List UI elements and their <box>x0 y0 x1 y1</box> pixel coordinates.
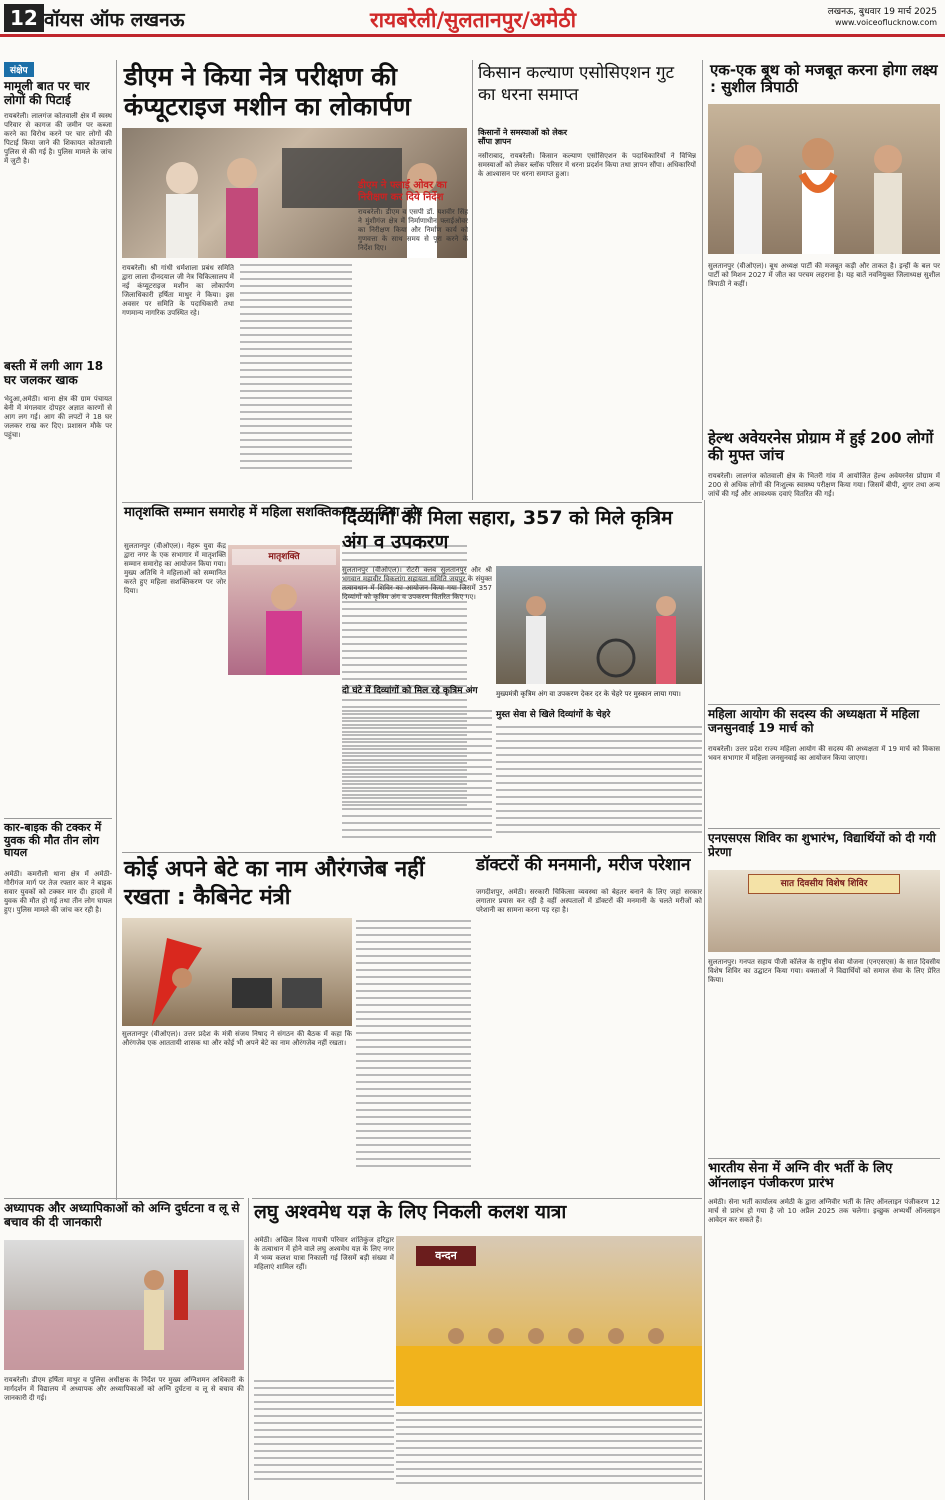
divider <box>4 1198 244 1199</box>
story-divyang-text-lines <box>342 710 492 850</box>
region-title: रायबरेली/सुलतानपुर/अमेठी <box>370 8 577 32</box>
photo-booth-meeting <box>708 104 940 254</box>
story-eye-sub-body: रायबरेली। डीएम व एसपी डॉ. यशवीर सिंह ने मुंशीगंज क्षेत्र में निर्माणाधीन फ्लाईओवर का निरीक्षण किया और निर्माण कार्य को गुणवत्ता के साथ समय से पूरा करने के निर्देश दिए। <box>358 208 468 252</box>
story-agni-headline: भारतीय सेना में अग्नि वीर भर्ती के लिए ऑनलाइन पंजीकरण प्रारंभ <box>708 1161 893 1191</box>
divider <box>122 852 702 853</box>
story-kisan-body: नसीराबाद, रायबरेली। किसान कल्याण एसोसिएशन के पदाधिकारियों ने विभिन्न समस्याओं को लेकर ब्लॉक परिसर में धरना प्रदर्शन किया तथा ज्ञापन सौंपा। अधिकारियों के आश्वासन पर धरना समाप्त हुआ। <box>478 152 696 178</box>
story-eye-headline: डीएम ने किया नेत्र परीक्षण की कंप्यूटराइज मशीन का लोकार्पण <box>124 62 411 121</box>
story-teachers-body: रायबरेली। डीएम हर्षिता माथुर व पुलिस अधीक्षक के निर्देश पर मुख्य अग्निशमन अधिकारी के मार्गदर्शन में विद्यालय में अध्यापक और अध्यापिकाओं को अग्नि दुर्घटना व लू से बचाव की जानकारी दी गई। <box>4 1376 244 1402</box>
photo-matru <box>228 545 340 675</box>
story-agni-body: अमेठी। सेना भर्ती कार्यालय अमेठी के द्वारा अग्निवीर भर्ती के लिए ऑनलाइन पंजीकरण 12 मार्च से प्रारंभ हो गया है जो 10 अप्रैल 2025 तक चलेगा। इच्छुक अभ्यर्थी ऑनलाइन आवेदन कर सकते हैं। <box>708 1198 940 1224</box>
story-nss-body: सुलतानपुर। गनपत सहाय पीजी कॉलेज के राष्ट्रीय सेवा योजना (एनएसएस) के सात दिवसीय विशेष शिविर का उद्घाटन किया गया। वक्ताओं ने विद्यार्थियों को समाज सेवा के लिए प्रेरित किया। <box>708 958 940 984</box>
brief-tag: संक्षेप <box>4 62 34 77</box>
story-aurangzeb-headline: कोई अपने बेटे का नाम औरंगजेब नहीं रखता : कैबिनेट मंत्री <box>124 857 425 910</box>
brief-body-2: भेदुआ,अमेठी। थाना क्षेत्र की ग्राम पंचायत बेनी में मंगलवार दोपहर अज्ञात कारणों से आग लग गई। आग की लपटों ने 18 घर जलकर राख कर दिए। प्रशासन मौके पर पहुंचा। <box>4 395 112 439</box>
story-eye-text-lines <box>240 264 352 500</box>
story-doctors-body: जगदीशपुर, अमेठी। सरकारी चिकित्सा व्यवस्था को बेहतर बनाने के लिए जहां सरकार लगातार प्रयास कर रही है वहीं अस्पतालों में डॉक्टरों की मनमानी के चलते मरीजों को परेशानी का सामना करना पड़ रहा है। <box>476 888 702 914</box>
kalash-shop-sign: वन्दन <box>416 1246 476 1266</box>
story-divyang-caption: मुख्यमंत्री कृत्रिम अंग वा उपकरण देकर दर के चेहरे पर मुस्कान लाया गया। <box>496 690 681 698</box>
masthead: वॉयस ऑफ लखनऊ <box>44 9 185 31</box>
brief-body-1: रायबरेली। लालगंज कोतवाली क्षेत्र में स्वस्थ परिवार से कागज की जमीन पर कब्जा करने का विरोध करने पर चार लोगों की पिटाई किया जाने की शिकायत कोतवाली पुलिस से की गई है। पुलिस मामले के जांच में जुटी है। <box>4 112 112 165</box>
brief-headline-1: मामूली बात पर चार लोगों की पिटाई <box>4 79 90 107</box>
column-divider <box>702 60 703 500</box>
story-mahila-body: रायबरेली। उत्तर प्रदेश राज्य महिला आयोग की सदस्य की अध्यक्षता में 19 मार्च को विकास भवन सभागार में महिला जनसुनवाई का आयोजन किया जाएगा। <box>708 745 940 762</box>
story-divyang-text-lines-2 <box>496 726 702 846</box>
divider <box>252 1198 702 1199</box>
divider <box>708 704 940 705</box>
story-kalash-headline: लघु अश्वमेध यज्ञ के लिए निकली कलश यात्रा <box>254 1201 567 1223</box>
story-divyang-sub: दो घंटे में दिव्यांगों को मिल रहे कृत्रिम अंग <box>342 686 478 696</box>
photo-divyang <box>496 566 702 684</box>
teachers-photo-figures <box>4 1240 244 1370</box>
divider <box>708 1158 940 1159</box>
brief-body-3: अमेठी। कमरौली थाना क्षेत्र में अमेठी-गौरीगंज मार्ग पर तेज रफ्तार कार ने बाइक सवार युवकों को टक्कर मार दी। हादसे में युवक की मौत हो गई तथा तीन लोग घायल हुए। पुलिस मामले की जांच कर रही है। <box>4 870 112 914</box>
column-divider <box>248 1198 249 1500</box>
header-rule <box>0 34 945 37</box>
photo-kalash <box>396 1236 702 1406</box>
story-kalash-text-lines <box>254 1380 394 1494</box>
story-divyang-body: सुलतानपुर (वीओएल)। रोटरी क्लब सुलतानपुर और श्री भगवान महावीर विकलांग सहायता समिति जयपुर के संयुक्त तत्वावधान में शिविर का आयोजन किया गया जिसमें 357 दिव्यांगों को कृत्रिम अंग व उपकरण वितरित किए गए। <box>342 566 492 601</box>
story-aurangzeb-text-lines <box>356 920 471 1192</box>
story-eye-sub: डीएम ने फ्लाई ओवर का निरीक्षण कर दिये निर्देश <box>358 180 447 203</box>
story-doctors-headline: डॉक्टरों की मनमानी, मरीज परेशान <box>476 855 691 875</box>
story-booth-headline: एक-एक बूथ को मजबूत करना होगा लक्ष्य : सुशील त्रिपाठी <box>710 61 938 97</box>
story-nss-headline: एनएसएस शिविर का शुभारंभ, विद्यार्थियों को दी गयी प्रेरणा <box>708 831 936 859</box>
dateline: लखनऊ, बुधवार 19 मार्च 2025 <box>827 7 937 17</box>
story-divyang-headline: दिव्यांगों को मिला सहारा, 357 को मिले कृत्रिम अंग व उपकरण <box>342 507 673 553</box>
story-booth-caption: सुलतानपुर (वीओएल)। बूथ अध्यक्ष पार्टी की मजबूत कड़ी और ताकत है। इन्हीं के बल पर पार्टी को मिशन 2027 में जीत का परचम लहराना है। यह बातें नवनियुक्त जिलाध्यक्ष सुशील त्रिपाठी ने कहीं। <box>708 262 940 288</box>
nss-banner: सात दिवसीय विशेष शिविर <box>748 874 900 894</box>
story-health-body: रायबरेली। लालगंज कोतवाली क्षेत्र के भितरी गांव में आयोजित हेल्थ अवेयरनेस प्रोग्राम में 200 से अधिक लोगों की निःशुल्क स्वास्थ्य परीक्षण किया गया। जिसमें बीपी, शुगर तथा अन्य जांचें की गईं और आवश्यक दवाएं वितरित की गईं। <box>708 472 940 498</box>
divider <box>340 502 702 503</box>
page-number: 12 <box>4 4 44 32</box>
website: www.voiceoflucknow.com <box>834 18 937 27</box>
story-kalash-body: अमेठी। अखिल विश्व गायत्री परिवार शांतिकुंज हरिद्वार के तत्वाधान में होने वाले लघु अश्वमेध यज्ञ के लिए नगर में भव्य कलश यात्रा निकाली गई जिसमें बड़ी संख्या में महिलाएं शामिल रहीं। <box>254 1236 394 1271</box>
matru-banner: मातृशक्ति <box>232 549 336 565</box>
column-divider <box>116 60 117 1200</box>
story-matru-headline: मातृशक्ति सम्मान समारोह में महिला सशक्तिकरण पर दिया जोर <box>124 505 423 520</box>
story-divyang-sub2: मुस्त सेवा से खिले दिव्यांगों के चेहरे <box>496 710 611 720</box>
divider <box>4 818 112 819</box>
booth-photo-figures <box>708 104 940 254</box>
story-mahila-headline: महिला आयोग की सदस्य की अध्यक्षता में महिला जनसुनवाई 19 मार्च को <box>708 707 920 735</box>
story-kalash-text-lines-2 <box>396 1412 702 1494</box>
story-aurangzeb-body: सुलतानपुर (वीओएल)। उत्तर प्रदेश के मंत्री संजय निषाद ने संगठन की बैठक में कहा कि औरंगजेब एक आततायी शासक था और कोई भी अपने बेटे का नाम औरंगजेब नहीं रखता। <box>122 1030 352 1047</box>
photo-nss <box>708 870 940 952</box>
brief-headline-2: बस्ती में लगी आग 18 घर जलकर खाक <box>4 359 104 387</box>
column-divider <box>704 500 705 1500</box>
divyang-photo-figures <box>496 566 702 684</box>
column-divider <box>472 60 473 500</box>
photo-teachers <box>4 1240 244 1370</box>
aurangzeb-photo-figures <box>122 918 352 1026</box>
story-teachers-headline: अध्यापक और अध्यापिकाओं को अग्नि दुर्घटना व लू से बचाव की दी जानकारी <box>4 1201 240 1229</box>
brief-headline-3: कार-बाइक की टक्कर में युवक की मौत तीन लोग घायल <box>4 821 102 860</box>
divider <box>708 828 940 829</box>
photo-aurangzeb <box>122 918 352 1026</box>
story-kisan-bullet: किसानों ने समस्याओं को लेकर सौंपा ज्ञापन <box>478 128 568 147</box>
story-health-headline: हेल्थ अवेयरनेस प्रोग्राम में हुई 200 लोगों की मुफ्त जांच <box>708 429 934 465</box>
story-eye-body: रायबरेली। श्री गांधी धर्मशाला प्रबंध समिति द्वारा लाला दीनदयाल जी नेत्र चिकित्सालय में नई कंप्यूटराइज मशीन का लोकार्पण जिलाधिकारी हर्षिता माथुर ने किया। इस अवसर पर समिति के पदाधिकारी तथा गणमान्य नागरिक उपस्थित रहे। <box>122 264 234 317</box>
story-matru-body: सुलतानपुर (वीओएल)। नेहरू युवा केंद्र द्वारा नगर के एक सभागार में मातृशक्ति सम्मान समारोह का आयोजन किया गया। मुख्य अतिथि ने महिलाओं को सम्मानित करते हुए महिला सशक्तिकरण पर जोर दिया। <box>124 542 226 595</box>
story-kisan-headline: किसान कल्याण एसोसिएशन गुट का धरना समाप्त <box>478 63 675 105</box>
